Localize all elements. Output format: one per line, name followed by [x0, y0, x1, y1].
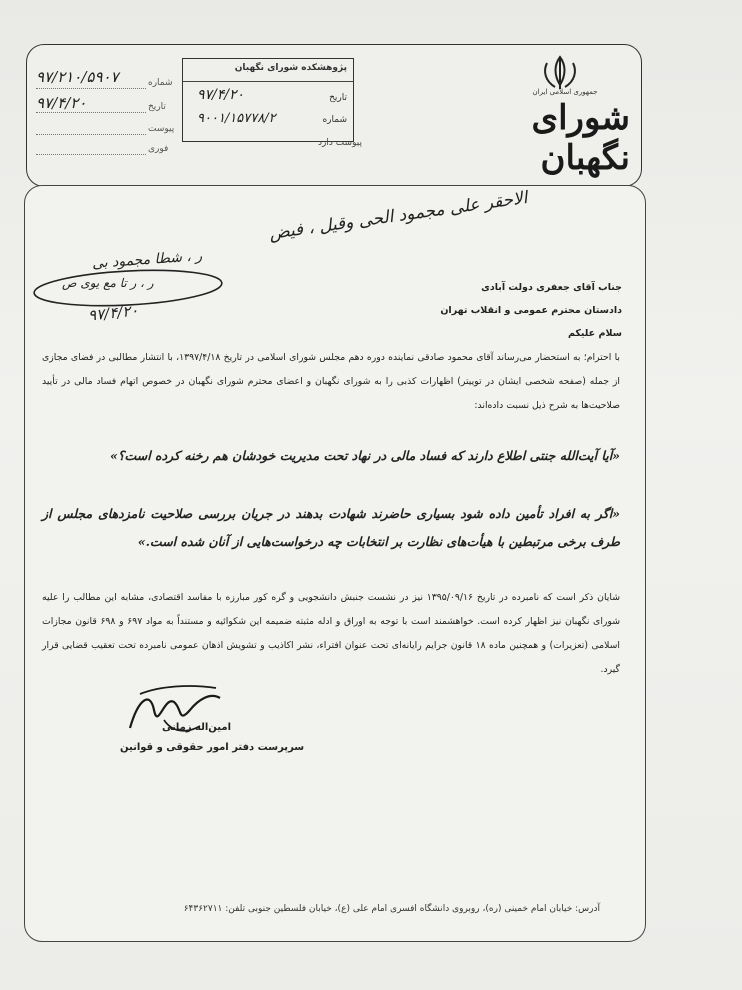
stamp-date-label: تاریخ	[329, 93, 347, 103]
date-label: تاریخ	[148, 102, 166, 112]
date-underline	[36, 112, 146, 113]
letter-date: ۹۷/۴/۲۰	[36, 94, 87, 112]
quoted-statement-1: «آیا آیت‌الله جنتی اطلاع دارند که فساد مالی در نهاد تحت مدیریت خودشان هم رخنه کرده است؟»	[110, 448, 620, 463]
logo-text: شورای نگهبان	[531, 98, 630, 178]
signer-name: امین‌اله زمانی	[162, 722, 232, 733]
footer-address: آدرس: خیابان امام خمینی (ره)، روبروی دانشگاه افسری امام علی (ع)، خیابان فلسطین جنوبی تلفن: ۶۴۳۶۲۷۱۱	[183, 904, 600, 914]
urgency-label: فوری	[148, 144, 169, 154]
number-label: شماره	[148, 78, 173, 88]
attachment-field-label: پیوست	[148, 124, 175, 134]
attachment-underline	[36, 134, 146, 135]
handwritten-margin-note-2: ر ، ر تا مع یوی ص	[62, 276, 154, 290]
urgency-underline	[36, 154, 146, 155]
handwritten-margin-date: ۹۷/۴/۲۰	[87, 301, 140, 325]
stamp-org: پژوهشکده شورای نگهبان	[234, 63, 347, 73]
signer-title: سرپرست دفتر امور حقوقی و قوانین	[120, 742, 305, 753]
stamp-number-label: شماره	[322, 115, 347, 125]
letter-number: ۹۷/۲۱۰/۵۹۰۷	[36, 68, 119, 86]
emblem-icon	[537, 55, 583, 91]
letter-paragraph-1: با احترام؛ به استحضار می‌رساند آقای محمود صادقی نماینده دوره دهم مجلس شورای اسلامی در تاریخ ۱۳۹۷/۴/۱۸، با انتشار مطالبی در فضای مجازی از جمله (صفحه شخصی ایشان در توییتر) اظهارات کذبی را به شورای نگهبان و اعضای محترم شورای نگهبان در خصوص اتهام فساد مالی در تأیید صلاحیت‌ها به شرح ذیل نسبت داده‌اند:	[42, 352, 620, 411]
handwritten-margin-note-1: ر ، شطا مجمود بی	[91, 248, 203, 272]
attachment-label: پیوست دارد	[318, 138, 362, 148]
stamp-number-value: ۹۰۰۱/۱۵۷۷۸/۲	[197, 111, 276, 126]
handwritten-referral-note: الاحقر علی مجمود الحی وقیل ، فیض	[267, 187, 529, 245]
quoted-statement-2: «اگر به افراد تأمین داده شود بسیاری حاضرند شهادت بدهند در جریان بررسی صلاحیت نامزدهای مجلس از طرف برخی مرتبطین با هیأت‌های نظارت بر انتخابات چه درخواست‌هایی از آنان شده است.»	[42, 506, 620, 549]
number-underline	[36, 88, 146, 89]
letter-paragraph-2: شایان ذکر است که نامبرده در تاریخ ۱۳۹۵/۰۹/۱۶ نیز در نشست جنبش دانشجویی و گره کور مبارزه با مفاسد اقتصادی، مشابه این مطالب را علیه شورای نگهبان نیز اظهار کرده است. خواهشمند است با توجه به اوراق و ادله مثبته ضمیمه این شکوائیه و مستنداً به مواد ۶۹۷ و ۶۹۸ قانون مجازات اسلامی (تعزیرات) و همچنین ماده ۱۸ قانون جرایم رایانه‌ای تحت عنوان افتراء، نشر اکاذیب و تشویش اذهان عمومی نامبرده تحت تعقیب قضایی قرار گیرد.	[42, 592, 621, 675]
addressee-line-2: دادستان محترم عمومی و انقلاب تهران	[440, 305, 622, 316]
emblem-caption: جمهوری اسلامی ایران	[532, 88, 598, 96]
greeting: سلام علیکم	[567, 328, 622, 339]
receipt-stamp	[182, 58, 354, 142]
addressee-line-1: جناب آقای جعفری دولت آبادی	[481, 282, 622, 293]
stamp-date-value: ۹۷/۴/۲۰	[197, 87, 245, 103]
